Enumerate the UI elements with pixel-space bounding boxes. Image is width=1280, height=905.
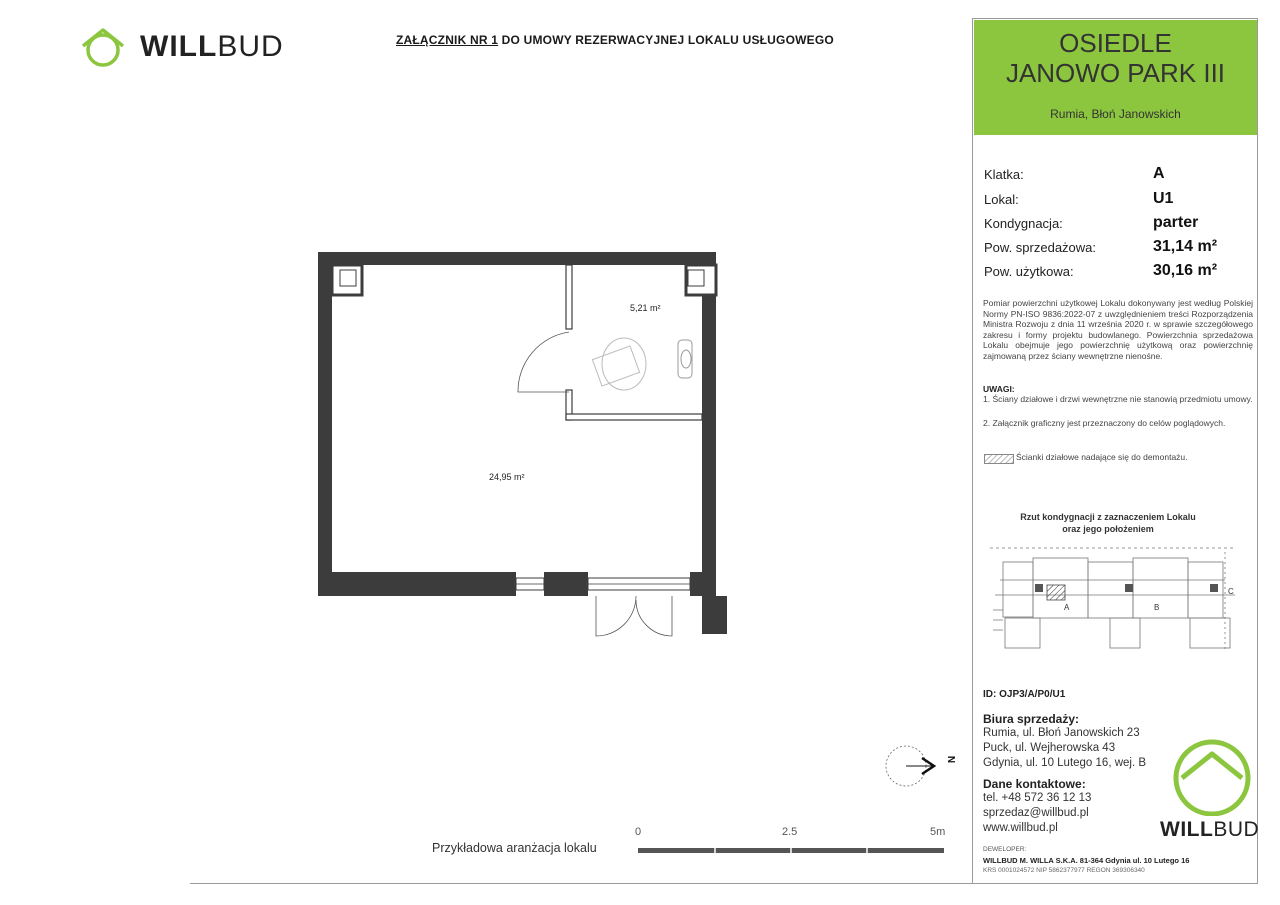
measurement-note: Pomiar powierzchni użytkowej Lokalu dokonywany jest według Polskiej Normy PN-ISO 9836:2022-07 z uwzględnieniem treści Rozporządzenia Ministra Rozwoju z dnia 11 września 2020 r. w sprawie szczegółowego zakresu i formy projektu budowlanego. Powierzchnia sprzedażowa Lokalu obejmuje jego powierzchnię użytkową oraz powierzchnię zajmowaną przez ściany wewnętrzne nienośne.	[983, 298, 1253, 361]
estate-header	[974, 20, 1257, 135]
detail-label-unit: Lokal:	[984, 192, 1019, 207]
contact-phone[interactable]: tel. +48 572 36 12 13	[983, 792, 1092, 804]
logo-wordmark: WILLBUD	[140, 30, 284, 63]
arrangement-caption: Przykładowa aranżacja lokalu	[432, 841, 597, 855]
demolition-wall-swatch	[984, 454, 1014, 464]
footer-divider	[190, 883, 1258, 884]
contact-email[interactable]: sprzedaz@willbud.pl	[983, 807, 1089, 819]
room-area-bathroom: 5,21 m²	[630, 303, 661, 313]
scale-label-5: 5m	[930, 826, 946, 838]
detail-label-sales-area: Pow. sprzedażowa:	[984, 240, 1097, 255]
logo-wordmark-large: WILLBUD	[1160, 818, 1260, 841]
keyplan-label-c: C	[1228, 587, 1234, 596]
detail-label-floor: Kondygnacja:	[984, 216, 1063, 231]
room-area-main: 24,95 m²	[489, 472, 525, 482]
keyplan-label-a: A	[1064, 603, 1070, 612]
office-gdynia: Gdynia, ul. 10 Lutego 16, wej. B	[983, 757, 1147, 769]
remark-2: 2. Załącznik graficzny jest przeznaczony do celów poglądowych.	[983, 418, 1226, 428]
north-label: N	[945, 755, 957, 764]
detail-value-staircase: A	[1153, 165, 1165, 182]
office-puck: Puck, ul. Wejherowska 43	[983, 742, 1116, 754]
developer-name: WILLBUD M. WILLA S.K.A. 81-364 Gdynia ul. 10 Lutego 16	[983, 856, 1190, 865]
detail-label-usable-area: Pow. użytkowa:	[984, 264, 1074, 279]
remark-1: 1. Ściany działowe i drzwi wewnętrzne nie stanowią przedmiotu umowy.	[983, 394, 1253, 404]
estate-name-line2: JANOWO PARK III	[1005, 58, 1226, 88]
contact-website[interactable]: www.willbud.pl	[983, 822, 1058, 834]
keyplan-title: Rzut kondygnacji z zaznaczeniem Lokalu oraz jego położeniem	[1020, 512, 1196, 534]
scale-bar	[638, 846, 948, 856]
annex-title: ZAŁĄCZNIK NR 1 DO UMOWY REZERWACYJNEJ LOKALU USŁUGOWEGO	[396, 33, 834, 47]
estate-location: Rumia, Błoń Janowskich	[1050, 107, 1181, 121]
scale-label-0: 0	[635, 826, 642, 838]
house-logo-icon-large	[1168, 736, 1256, 816]
contact-title: Dane kontaktowe:	[983, 777, 1086, 791]
detail-value-sales-area: 31,14 m²	[1153, 238, 1218, 255]
developer-registry: KRS 0001024572 NIP 5862377977 REGON 369306340	[983, 867, 1145, 874]
scale-label-2-5: 2.5	[782, 826, 798, 838]
detail-value-unit: U1	[1153, 190, 1174, 207]
detail-label-staircase: Klatka:	[984, 167, 1024, 182]
demolition-wall-legend: Ścianki działowe nadające się do demontażu.	[1016, 452, 1188, 462]
detail-value-floor: parter	[1153, 214, 1199, 231]
unit-id: ID: OJP3/A/P0/U1	[983, 689, 1066, 700]
remarks-title: UWAGI:	[983, 384, 1015, 394]
keyplan-drawing	[985, 540, 1247, 660]
detail-value-usable-area: 30,16 m²	[1153, 262, 1218, 279]
house-logo-icon	[78, 24, 128, 68]
floor-plan	[300, 240, 740, 640]
sales-offices-title: Biura sprzedaży:	[983, 712, 1080, 726]
keyplan-label-b: B	[1154, 603, 1160, 612]
office-rumia: Rumia, ul. Błoń Janowskich 23	[983, 727, 1140, 739]
estate-name-line1: OSIEDLE	[1059, 28, 1172, 58]
developer-label: DEWELOPER:	[983, 846, 1027, 853]
north-arrow-icon	[882, 742, 957, 790]
willbud-logo	[78, 24, 284, 68]
